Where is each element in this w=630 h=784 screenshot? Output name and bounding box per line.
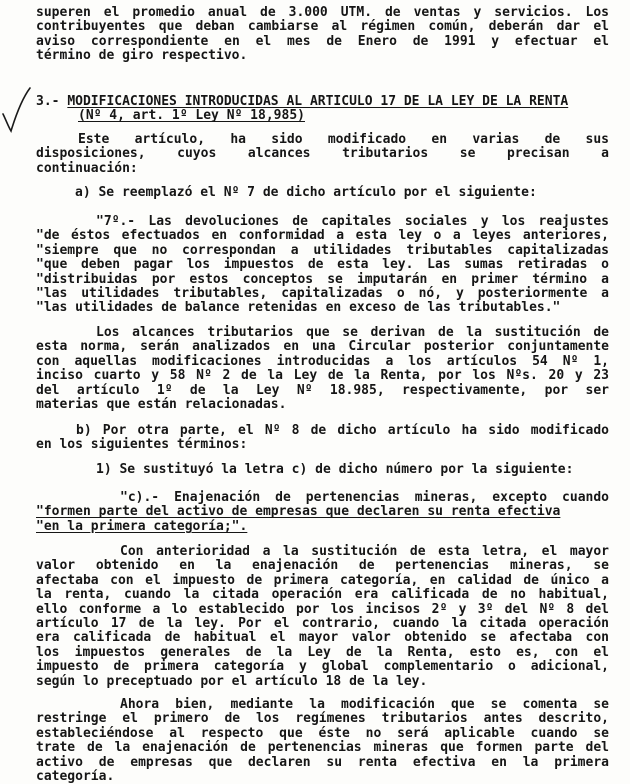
text-line: esta norma, serán analizados en una Circular posterior conjuntamente: [36, 339, 609, 355]
text-line: "de éstos efectuados en conformidad a esta ley o a leyes anteriores,: [36, 228, 609, 244]
text-line: Ahora bien, mediante la modificación que se comenta se: [120, 697, 609, 712]
text-line: según lo preceptuado por el artículo 18 de la ley.: [36, 673, 428, 689]
text-line: b) Por otra parte, el Nº 8 de dicho artículo ha sido modificado: [76, 423, 609, 438]
item-b: [36, 424, 609, 453]
text-line: "distribuidas por estos conceptos se imputarán en primer término a: [36, 271, 609, 287]
underlined-text: "formen parte del activo de empresas que declaren su renta efectiva: [36, 504, 561, 520]
text-line: Los alcances tributarios que se derivan de la sustitución de: [96, 325, 609, 340]
text-line: artículo 17 de la ley. Por el contrario, cuando la citada operación: [36, 616, 609, 632]
text-line: en los siguientes términos:: [36, 437, 248, 453]
intro-paragraph: [36, 6, 609, 64]
text-line: la renta, cuando la citada operación era calificada de no habitual,: [36, 587, 609, 603]
text-line: aviso correspondiente en el mes de Enero de 1991 y efectuar el: [36, 33, 609, 49]
text-line: activo de empresas que declaren su renta efectiva en la primera: [36, 754, 609, 770]
paragraph-2: [36, 326, 609, 412]
text-line: Con anterioridad a la sustitución de esta letra, el mayor: [120, 544, 609, 559]
handwritten-checkmark-icon: [0, 86, 34, 136]
underlined-text: "en la primera categoría;".: [36, 518, 248, 534]
heading-line-2: [36, 109, 616, 123]
text-line: 1) Se sustituyó la letra c) de dicho número por la siguiente:: [96, 462, 574, 477]
text-line: "las utilidades de balance retenidas en exceso de las tributables.": [36, 300, 561, 316]
text-line: Este artículo, ha sido modificado en varias de sus: [78, 132, 609, 147]
text-line: "que deben pagar los impuestos de esta ley. Las sumas retiradas o: [36, 257, 609, 273]
text-line: superen el promedio anual de 3.000 UTM. de ventas y servicios. Los: [36, 5, 609, 20]
text-line: [36, 520, 609, 534]
text-line: "siempre que no correspondan a utilidades tributables capitalizadas: [36, 242, 609, 258]
paragraph-3: [36, 545, 609, 689]
text-line: continuación:: [36, 160, 138, 176]
quote-1: [36, 215, 609, 316]
text-line: afectaba con el impuesto de primera categoría, en calidad de único a: [36, 572, 609, 588]
text-line: [36, 505, 609, 519]
text-line: a) Se reemplazó el Nº 7 de dicho artículo por el siguiente:: [75, 185, 537, 200]
text-line: disposiciones, cuyos alcances tributarios se precisan a: [36, 146, 609, 162]
text-line: era calificada de habitual el mayor valor obtenido se afectaba con: [36, 630, 609, 646]
item-b1: [96, 463, 616, 477]
text-line: contribuyentes que deban cambiarse al régimen común, deberán dar el: [36, 19, 609, 35]
text-line: inciso cuarto y 58 Nº 2 de la Ley de la Renta, por los Nºs. 20 y 23: [36, 368, 609, 384]
section-heading: [36, 95, 616, 124]
text-line: término de giro respectivo.: [36, 48, 248, 64]
text-line: categoría.: [36, 769, 115, 784]
text-line: "7º.- Las devoluciones de capitales sociales y los reajustes: [96, 214, 609, 229]
quote-2: [36, 491, 609, 534]
text-line: con aquellas modificaciones introducidas a los artículos 54 Nº 1,: [36, 353, 609, 369]
text-line: los impuestos generales de la Ley de la Renta, esto es, con el: [36, 644, 609, 660]
text-line: "c).- Enajenación de pertenencias mineras, excepto cuando: [120, 490, 609, 505]
text-line: "las utilidades tributables, capitalizadas o nó, y posteriormente a: [36, 286, 609, 302]
heading-subtitle: (Nº 4, art. 1º Ley Nº 18,985): [78, 108, 305, 124]
paragraph-1: [36, 133, 609, 176]
text-line: restringe el primero de los regímenes tributarios antes descrito,: [36, 711, 609, 727]
paragraph-4: [36, 698, 609, 784]
text-line: impuesto de primera categoría y global complementario o adicional,: [36, 659, 609, 675]
item-a: [75, 186, 615, 200]
heading-title: MODIFICACIONES INTRODUCIDAS AL ARTICULO 17 DE LA LEY DE LA RENTA: [67, 94, 569, 109]
text-line: estableciéndose al respecto que éste no será aplicable cuando se: [36, 725, 609, 741]
text-line: valor obtenido en la enajenación de pertenencias mineras, se: [36, 558, 609, 574]
text-line: del artículo 1º de la Ley Nº 18.985, respectivamente, por ser: [36, 382, 609, 398]
text-line: trate de la enajenación de pertenencias mineras que formen parte del: [36, 740, 609, 756]
heading-line-1: [36, 95, 616, 109]
text-line: ello conforme a lo establecido por los incisos 2º y 3º del Nº 8 del: [36, 601, 609, 617]
heading-number: 3.-: [36, 94, 60, 109]
text-line: materias que están relacionadas.: [36, 397, 287, 413]
